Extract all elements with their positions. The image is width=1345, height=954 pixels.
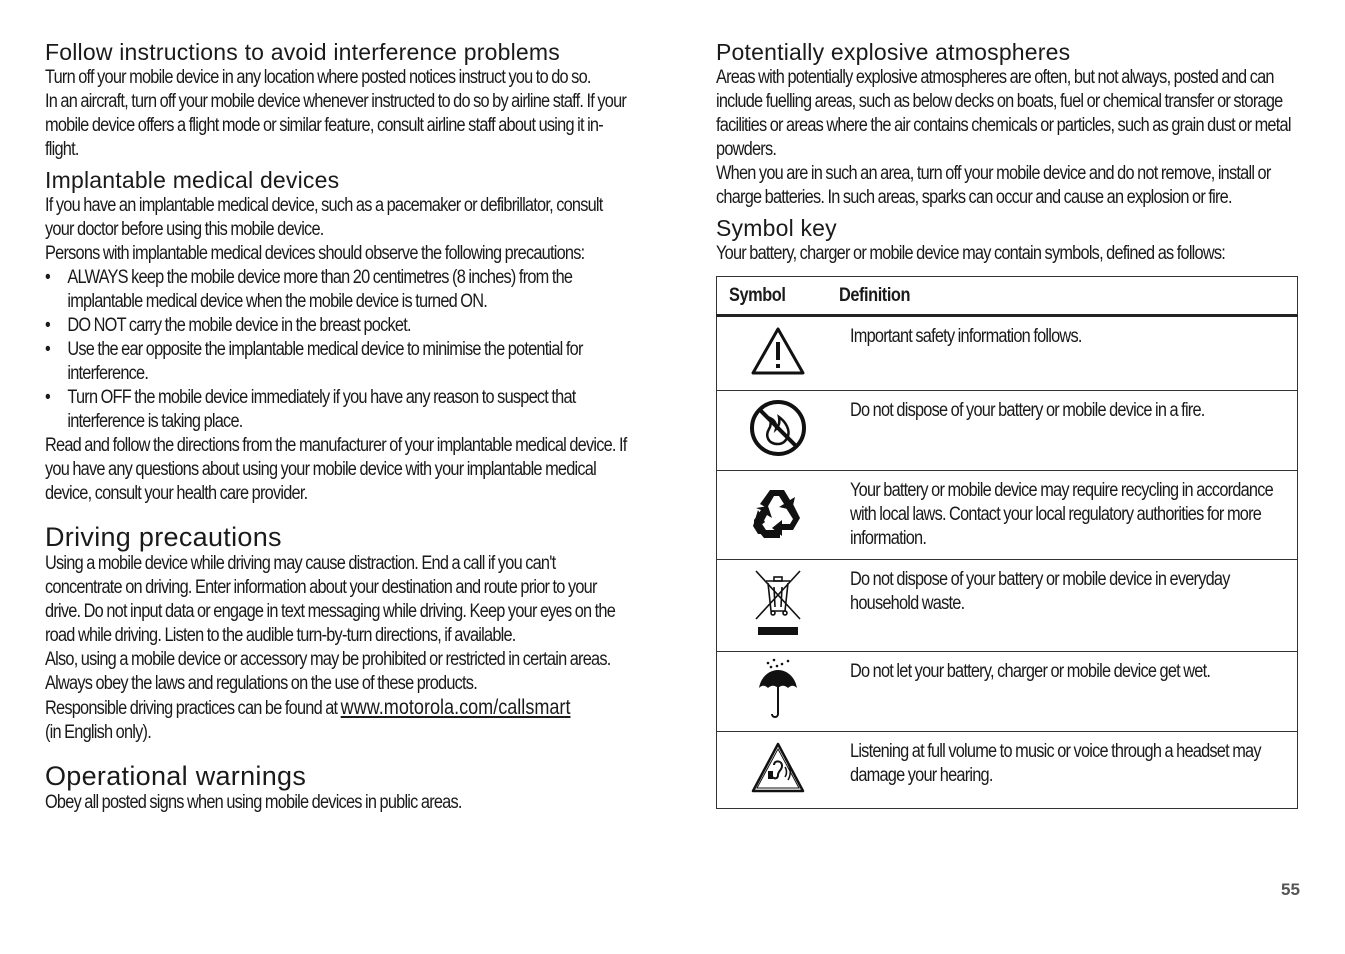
- page-number: 55: [1281, 880, 1300, 899]
- driving-heading: Driving precautions: [45, 522, 282, 552]
- precautions-list: [45, 266, 634, 434]
- definition-cell: Do not dispose of your battery or mobile device in everyday household waste.: [839, 560, 1298, 652]
- driving-paragraph-3: [45, 696, 634, 745]
- explosive-paragraph-2: When you are in such an area, turn off your mobile device and do not remove, install or charge batteries. In such areas, sparks can occur and cause an explosion or fire.: [716, 163, 1271, 208]
- driving-paragraph-3-text: Responsible driving practices can be found at: [45, 698, 341, 719]
- table-header-row: [717, 277, 1298, 316]
- definition-cell: Important safety information follows.: [839, 316, 1298, 391]
- definition-cell: Do not dispose of your battery or mobile device in a fire.: [839, 391, 1298, 471]
- table-row: [717, 652, 1298, 732]
- warning-triangle-icon: [750, 326, 806, 376]
- interference-paragraph-2: In an aircraft, turn off your mobile device whenever instructed to do so by airline staff. If your mobile device offers a flight mode or similar feature, consult airline staff about using it in-flight.: [45, 91, 627, 160]
- table-row: [717, 471, 1298, 560]
- callsmart-link[interactable]: www.motorola.com/callsmart: [340, 696, 571, 719]
- definition-cell: Listening at full volume to music or voice through a headset may damage your hearing.: [839, 732, 1298, 809]
- list-item-text: Use the ear opposite the implantable medical device to minimise the potential for interference.: [67, 339, 583, 384]
- driving-paragraph-2: Also, using a mobile device or accessory may be prohibited or restricted in certain areas. Always obey the laws and regulations on the use of these products.: [45, 649, 611, 694]
- symbol-cell: [717, 316, 840, 391]
- interference-heading: Follow instructions to avoid interference problems: [45, 39, 560, 65]
- definition-cell: Do not let your battery, charger or mobile device get wet.: [839, 652, 1298, 732]
- definition-cell: Your battery or mobile device may require recycling in accordance with local laws. Contact your local regulatory authorities for more information.: [839, 471, 1298, 560]
- list-item: • Turn OFF the mobile device immediately if you have any reason to suspect that interference is taking place.: [45, 387, 576, 432]
- crossed-bin-icon: [752, 567, 804, 639]
- no-fire-icon: [748, 398, 808, 458]
- table-row: [717, 316, 1298, 391]
- medical-paragraph-3: Read and follow the directions from the manufacturer of your implantable medical device. If you have any questions about using your mobile device with your implantable medical device, consult your health care provider.: [45, 435, 627, 504]
- explosive-paragraph-1: Areas with potentially explosive atmospheres are often, but not always, posted and can include fuelling areas, such as below decks on boats, fuel or chemical transfer or storage facilities or areas where the air contains chemicals or particles, such as grain dust or metal powders.: [716, 67, 1291, 160]
- symbol-table: [716, 276, 1298, 809]
- symbol-key-intro: [716, 242, 1300, 266]
- symbol-cell: [717, 560, 840, 652]
- list-item: • DO NOT carry the mobile device in the breast pocket.: [45, 315, 411, 336]
- symbol-key-heading: Symbol key: [716, 215, 837, 241]
- driving-paragraph-3-note: (in English only).: [45, 722, 151, 743]
- operational-paragraph-1: Obey all posted signs when using mobile devices in public areas.: [45, 792, 462, 813]
- column-header-definition: Definition: [839, 277, 1298, 316]
- explosive-heading: Potentially explosive atmospheres: [716, 39, 1071, 65]
- symbol-cell: [717, 652, 840, 732]
- operational-heading: Operational warnings: [45, 761, 307, 791]
- symbol-cell: [717, 732, 840, 809]
- list-item-text: Turn OFF the mobile device immediately if you have any reason to suspect that interference is taking place.: [67, 387, 576, 432]
- list-item: • ALWAYS keep the mobile device more than 20 centimetres (8 inches) from the implantable medical device when the mobile device is turned ON.: [45, 267, 573, 312]
- column-header-symbol: Symbol: [717, 277, 840, 316]
- list-item-text: DO NOT carry the mobile device in the breast pocket.: [67, 315, 411, 336]
- list-item-text: ALWAYS keep the mobile device more than 20 centimetres (8 inches) from the implantable medical device when the mobile device is turned ON.: [67, 267, 573, 312]
- medical-body: [45, 194, 634, 506]
- right-column: [716, 38, 1301, 809]
- left-column: [45, 38, 635, 815]
- symbol-key-intro-text: Your battery, charger or mobile device may contain symbols, defined as follows:: [716, 243, 1226, 264]
- symbol-cell: [717, 471, 840, 560]
- table-row: [717, 391, 1298, 471]
- symbol-cell: [717, 391, 840, 471]
- medical-heading: Implantable medical devices: [45, 167, 340, 193]
- explosive-body: [716, 66, 1300, 210]
- recycle-icon: [750, 486, 806, 540]
- hearing-warning-icon: [750, 741, 806, 795]
- interference-body: [45, 66, 634, 162]
- medical-paragraph-2: Persons with implantable medical devices should observe the following precautions:: [45, 243, 585, 264]
- table-row: [717, 732, 1298, 809]
- interference-paragraph-1: Turn off your mobile device in any location where posted notices instruct you to do so.: [45, 67, 591, 88]
- medical-paragraph-1: If you have an implantable medical device, such as a pacemaker or defibrillator, consult your doctor before using this mobile device.: [45, 195, 603, 240]
- driving-paragraph-1: Using a mobile device while driving may cause distraction. End a call if you can't concentrate on driving. Enter information about your destination and route prior to your drive. Do not input data or engage in text messaging while driving. Keep your eyes on the road while driving. Listen to the audible turn-by-turn directions, if available.: [45, 553, 616, 646]
- operational-body: [45, 791, 634, 815]
- table-row: [717, 560, 1298, 652]
- driving-body: [45, 552, 634, 745]
- umbrella-rain-icon: [756, 658, 800, 720]
- list-item: • Use the ear opposite the implantable medical device to minimise the potential for interference.: [45, 339, 583, 384]
